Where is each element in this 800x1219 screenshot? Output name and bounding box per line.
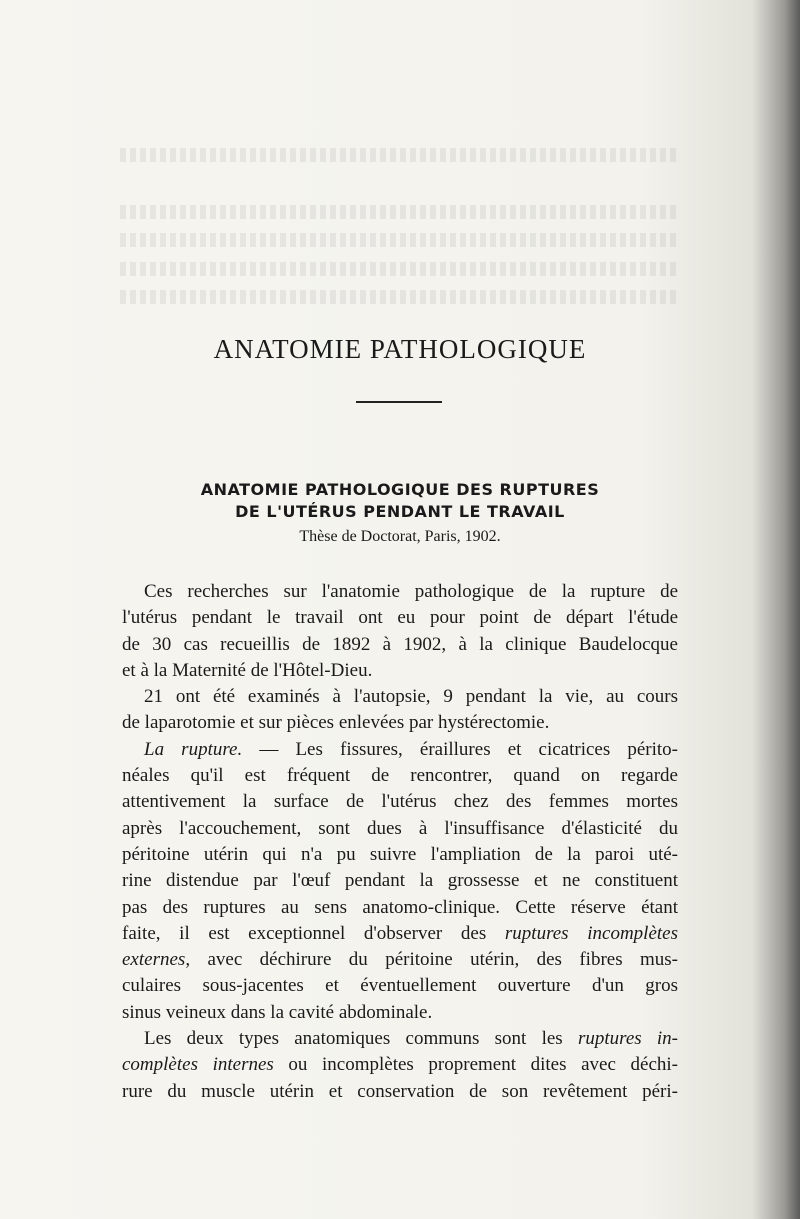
text-line: complètes internes ou incomplètes proprement dites avec déchi-	[122, 1054, 678, 1076]
text-line: de 30 cas recueillis de 1892 à 1902, à la clinique Baudelocque	[122, 633, 678, 655]
bleed-through-shadow	[120, 233, 680, 247]
text-line: faite, il est exceptionnel d'observer des ruptures incomplètes	[122, 922, 678, 944]
title-rule	[356, 401, 442, 403]
bleed-through-shadow	[120, 205, 680, 219]
section-title	[0, 479, 800, 523]
italic-run: ruptures in-	[577, 1028, 679, 1050]
text-line: rine distendue par l'œuf pendant la grossesse et ne constituent	[122, 870, 678, 892]
text-line: et à la Maternité de l'Hôtel-Dieu.	[122, 659, 373, 681]
text-line: attentivement la surface de l'utérus chez des femmes mortes	[122, 791, 678, 813]
italic-run: La rupture.	[144, 738, 243, 760]
text-line: pas des ruptures au sens anatomo-clinique. Cette réserve étant	[122, 896, 678, 918]
text-line: 21 ont été examinés à l'autopsie, 9 pendant la vie, au cours	[144, 686, 678, 708]
text-line: La rupture. — Les fissures, éraillures et cicatrices périto-	[144, 738, 678, 760]
text-line: Ces recherches sur l'anatomie pathologique de la rupture de	[144, 581, 678, 602]
text-line: Les deux types anatomiques communs sont les ruptures in-	[144, 1028, 679, 1050]
italic-run: complètes internes	[122, 1054, 274, 1076]
text-line: l'utérus pendant le travail ont eu pour point de départ l'étude	[122, 607, 678, 629]
italic-run: ruptures incomplètes	[504, 922, 678, 944]
italic-run: externes	[122, 949, 186, 971]
section-title-line-2: DE L'UTÉRUS PENDANT LE TRAVAIL	[235, 502, 565, 521]
section-subtitle: Thèse de Doctorat, Paris, 1902.	[299, 528, 501, 545]
text-line: culaires sous-jacentes et éventuellement ouverture d'un gros	[122, 975, 678, 997]
text-line: de laparotomie et sur pièces enlevées par hystérectomie.	[122, 712, 550, 734]
text-line: rure du muscle utérin et conservation de son revêtement péri-	[122, 1080, 678, 1102]
body-text	[122, 579, 678, 1105]
bleed-through-shadow	[120, 290, 680, 304]
bleed-through-shadow	[120, 148, 680, 162]
text-line: après l'accouchement, sont dues à l'insuffisance d'élasticité du	[122, 817, 678, 839]
bleed-through-shadow	[120, 262, 680, 276]
text-line: néales qu'il est fréquent de rencontrer, quand on regarde	[122, 765, 678, 787]
text-line: péritoine utérin qui n'a pu suivre l'ampliation de la paroi uté-	[122, 843, 678, 865]
text-line: externes, avec déchirure du péritoine utérin, des fibres mus-	[122, 949, 678, 971]
text-line: sinus veineux dans la cavité abdominale.	[122, 1001, 433, 1023]
section-title-line-1: ANATOMIE PATHOLOGIQUE DES RUPTURES	[200, 480, 600, 499]
chapter-title: ANATOMIE PATHOLOGIQUE	[213, 334, 587, 364]
